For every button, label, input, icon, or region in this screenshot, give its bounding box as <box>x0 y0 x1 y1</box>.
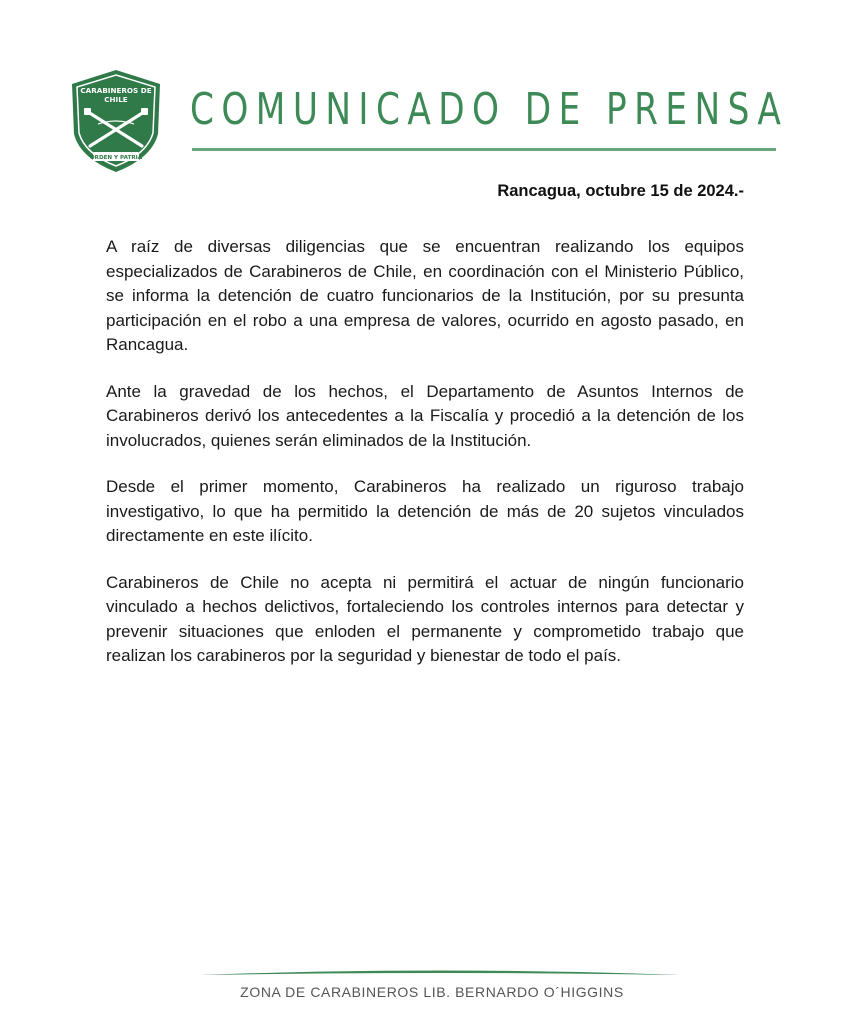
svg-text:CARABINEROS DE: CARABINEROS DE <box>80 86 152 95</box>
paragraph: Desde el primer momento, Carabineros ha realizado un riguroso trabajo investigativo, lo que ha permitido la detención de más de 20 sujetos vinculados directamente en este ilícito. <box>106 477 744 545</box>
press-release-body <box>106 235 744 691</box>
footer-label: ZONA DE CARABINEROS LIB. BERNARDO O´HIGGINS <box>240 984 624 1000</box>
page-title: COMUNICADO DE PRENSA <box>190 84 789 135</box>
svg-text:ORDEN Y PATRIA: ORDEN Y PATRIA <box>89 155 143 161</box>
paragraph: Ante la gravedad de los hechos, el Departamento de Asuntos Internos de Carabineros derivó los antecedentes a la Fiscalía y procedió a la detención de los involucrados, quienes serán eliminados de la Institución. <box>106 381 744 450</box>
carabineros-crest-icon <box>66 68 166 174</box>
svg-text:CHILE: CHILE <box>104 95 128 104</box>
paragraph: A raíz de diversas diligencias que se encuentran realizando los equipos especializados de Carabineros de Chile, en coordinación con el Ministerio Público, se informa la detención de cuatro funcionarios de la Institución, por su presunta participación en el robo a una empresa de valores, ocurrido en agosto pasado, en Rancagua. <box>106 237 744 354</box>
footer-divider <box>200 968 680 978</box>
header-divider <box>192 148 776 151</box>
dateline: Rancagua, octubre 15 de 2024.- <box>497 182 744 200</box>
paragraph: Carabineros de Chile no acepta ni permitirá el actuar de ningún funcionario vinculado a hechos delictivos, fortaleciendo los controles internos para detectar y prevenir situaciones que enloden el permanente y comprometido trabajo que realizan los carabineros por la seguridad y bienestar de todo el país. <box>106 572 744 665</box>
carabineros-logo <box>66 68 166 174</box>
